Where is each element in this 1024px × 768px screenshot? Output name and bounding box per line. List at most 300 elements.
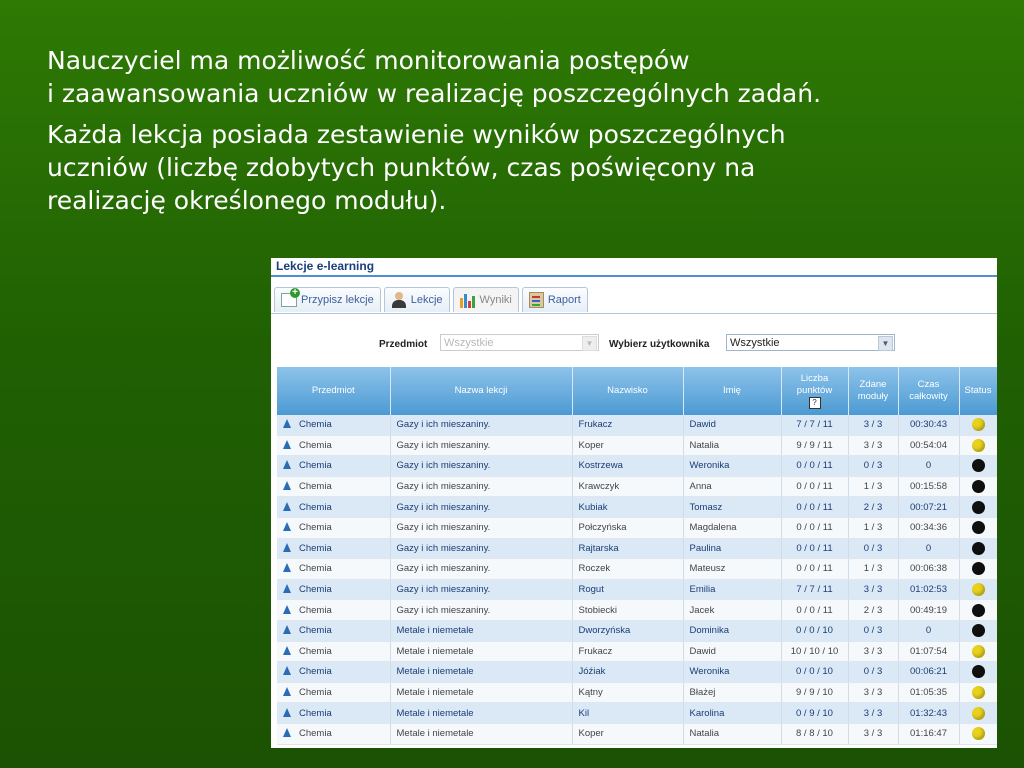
table-row[interactable]	[277, 497, 997, 518]
slide-text	[47, 44, 1007, 225]
chevron-down-icon: ▼	[582, 336, 597, 351]
flask-icon	[283, 646, 291, 655]
cell-surname-text: Połczyńska	[578, 522, 627, 534]
add-lesson-icon	[281, 293, 297, 307]
modules-header-label: Zdane moduły	[857, 379, 889, 402]
cell-lesson-text: Gazy i ich mieszaniny.	[396, 439, 491, 451]
cell-surname-text: Kil	[578, 707, 590, 719]
cell-time-text: 00:30:43	[910, 419, 947, 431]
cell-name	[683, 600, 781, 621]
cell-lesson	[390, 723, 572, 744]
cell-points	[781, 641, 848, 662]
cell-status	[959, 559, 997, 580]
cell-status	[959, 579, 997, 600]
cell-surname-text: Kostrzewa	[578, 460, 623, 472]
cell-status	[959, 538, 997, 559]
table-row[interactable]	[277, 415, 997, 435]
cell-modules	[848, 723, 898, 744]
cell-time-text: 00:06:38	[910, 563, 947, 575]
tab-results[interactable]	[453, 287, 519, 312]
table-row[interactable]	[277, 600, 997, 621]
cell-time	[898, 662, 959, 683]
cell-time	[898, 641, 959, 662]
cell-lesson-text: Metale i niemetale	[396, 687, 474, 699]
cell-lesson-text: Gazy i ich mieszaniny.	[396, 460, 491, 472]
cell-subject	[277, 723, 390, 744]
cell-surname-text: Kątny	[578, 687, 603, 699]
cell-surname	[572, 682, 683, 703]
cell-surname	[572, 579, 683, 600]
status-complete-icon	[972, 645, 985, 658]
column-header-status[interactable]: Status	[959, 367, 997, 415]
table-body	[277, 415, 997, 744]
cell-lesson	[390, 476, 572, 497]
table-row[interactable]	[277, 682, 997, 703]
cell-points	[781, 538, 848, 559]
flask-icon	[283, 419, 291, 428]
cell-modules	[848, 456, 898, 477]
cell-name-text: Emilia	[689, 584, 716, 596]
cell-status	[959, 600, 997, 621]
status-incomplete-icon	[972, 542, 985, 555]
cell-subject	[277, 620, 390, 641]
cell-subject	[277, 662, 390, 683]
cell-points-text: 8 / 8 / 10	[796, 728, 833, 740]
column-header-modules[interactable]	[848, 367, 898, 415]
tab-label: Przypisz lekcje	[301, 294, 374, 306]
cell-points-text: 0 / 0 / 11	[796, 604, 833, 616]
cell-lesson	[390, 703, 572, 724]
cell-subject	[277, 703, 390, 724]
table-row[interactable]	[277, 579, 997, 600]
cell-modules	[848, 620, 898, 641]
cell-points	[781, 579, 848, 600]
cell-subject	[277, 497, 390, 518]
cell-time-text: 0	[925, 542, 932, 554]
flask-icon	[283, 605, 291, 614]
cell-modules	[848, 435, 898, 456]
cell-lesson-text: Gazy i ich mieszaniny.	[396, 419, 491, 431]
cell-time	[898, 476, 959, 497]
cell-surname-text: Rogut	[578, 584, 604, 596]
cell-lesson-text: Metale i niemetale	[396, 666, 474, 678]
cell-subject-text: Chemia	[299, 625, 332, 637]
table-header	[277, 367, 997, 415]
cell-subject-text: Chemia	[299, 439, 332, 451]
cell-modules-text: 3 / 3	[863, 645, 883, 657]
cell-points-text: 0 / 0 / 10	[796, 666, 833, 678]
cell-modules	[848, 517, 898, 538]
table-row[interactable]	[277, 435, 997, 456]
subject-select-value: Wszystkie	[444, 337, 494, 349]
cell-surname-text: Frukacz	[578, 645, 613, 657]
cell-modules-text: 3 / 3	[863, 584, 883, 596]
cell-time	[898, 600, 959, 621]
cell-name-text: Błażej	[689, 687, 716, 699]
cell-lesson-text: Metale i niemetale	[396, 728, 474, 740]
cell-lesson	[390, 517, 572, 538]
cell-lesson	[390, 620, 572, 641]
status-complete-icon	[972, 439, 985, 452]
text-line: i zaawansowania uczniów w realizację poszczególnych zadań.	[47, 79, 822, 108]
cell-time	[898, 415, 959, 435]
status-complete-icon	[972, 727, 985, 740]
cell-surname-text: Dworzyńska	[578, 625, 631, 637]
column-header-time[interactable]	[898, 367, 959, 415]
cell-status	[959, 682, 997, 703]
cell-modules	[848, 579, 898, 600]
cell-points-text: 0 / 0 / 11	[796, 542, 833, 554]
cell-surname-text: Koper	[578, 439, 604, 451]
cell-name-text: Natalia	[689, 728, 720, 740]
flask-icon	[283, 563, 291, 572]
flask-icon	[283, 543, 291, 552]
cell-points-text: 9 / 9 / 11	[796, 439, 833, 451]
help-icon[interactable]: ?	[809, 397, 821, 409]
cell-status	[959, 703, 997, 724]
cell-name-text: Tomasz	[689, 501, 723, 513]
cell-lesson	[390, 435, 572, 456]
tab-lessons[interactable]	[384, 287, 450, 312]
table-row[interactable]	[277, 476, 997, 497]
text-line: uczniów (liczbę zdobytych punktów, czas poświęcony na	[47, 153, 756, 182]
status-incomplete-icon	[972, 521, 985, 534]
cell-modules	[848, 476, 898, 497]
table-row[interactable]	[277, 517, 997, 538]
cell-modules-text: 0 / 3	[863, 625, 883, 637]
cell-time	[898, 538, 959, 559]
cell-lesson	[390, 662, 572, 683]
cell-subject-text: Chemia	[299, 645, 332, 657]
cell-points-text: 7 / 7 / 11	[796, 584, 833, 596]
cell-name	[683, 662, 781, 683]
flask-icon	[283, 502, 291, 511]
cell-name	[683, 538, 781, 559]
status-incomplete-icon	[972, 480, 985, 493]
cell-name	[683, 559, 781, 580]
cell-subject	[277, 456, 390, 477]
flask-icon	[283, 584, 291, 593]
user-filter-label: Wybierz użytkownika	[609, 339, 710, 350]
cell-subject	[277, 559, 390, 580]
table-row[interactable]	[277, 703, 997, 724]
cell-points-text: 0 / 0 / 11	[796, 501, 833, 513]
cell-points	[781, 456, 848, 477]
cell-lesson-text: Gazy i ich mieszaniny.	[396, 542, 491, 554]
cell-lesson-text: Gazy i ich mieszaniny.	[396, 604, 491, 616]
cell-name-text: Karolina	[689, 707, 725, 719]
cell-time-text: 00:49:19	[910, 604, 947, 616]
cell-status	[959, 641, 997, 662]
cell-surname	[572, 620, 683, 641]
cell-surname	[572, 497, 683, 518]
cell-time	[898, 682, 959, 703]
cell-points	[781, 415, 848, 435]
cell-surname	[572, 538, 683, 559]
status-incomplete-icon	[972, 624, 985, 637]
cell-surname	[572, 476, 683, 497]
cell-name-text: Anna	[689, 481, 712, 493]
results-table	[277, 367, 997, 745]
cell-modules-text: 0 / 3	[863, 542, 883, 554]
cell-points-text: 0 / 0 / 11	[796, 481, 833, 493]
cell-modules	[848, 682, 898, 703]
flask-icon	[283, 522, 291, 531]
cell-modules-text: 0 / 3	[863, 460, 883, 472]
cell-modules-text: 1 / 3	[863, 522, 883, 534]
cell-points	[781, 662, 848, 683]
cell-points-text: 10 / 10 / 10	[790, 645, 839, 657]
cell-time-text: 00:34:36	[910, 522, 947, 534]
cell-surname	[572, 415, 683, 435]
user-select-value: Wszystkie	[730, 337, 780, 349]
cell-subject-text: Chemia	[299, 728, 332, 740]
table-row[interactable]	[277, 662, 997, 683]
cell-points	[781, 497, 848, 518]
cell-name-text: Weronika	[689, 460, 730, 472]
cell-modules-text: 3 / 3	[863, 707, 883, 719]
text-line: Nauczyciel ma możliwość monitorowania postępów	[47, 46, 690, 75]
flask-icon	[283, 708, 291, 717]
cell-lesson	[390, 538, 572, 559]
cell-name	[683, 476, 781, 497]
cell-lesson-text: Gazy i ich mieszaniny.	[396, 563, 491, 575]
cell-surname-text: Kubiak	[578, 501, 608, 513]
cell-points-text: 0 / 9 / 10	[796, 707, 833, 719]
cell-name	[683, 620, 781, 641]
cell-subject	[277, 435, 390, 456]
cell-lesson-text: Metale i niemetale	[396, 625, 474, 637]
cell-lesson-text: Gazy i ich mieszaniny.	[396, 501, 491, 513]
status-incomplete-icon	[972, 604, 985, 617]
column-header-name[interactable]: Imię	[683, 367, 781, 415]
cell-name-text: Natalia	[689, 439, 720, 451]
cell-points	[781, 703, 848, 724]
cell-subject	[277, 476, 390, 497]
cell-points-text: 0 / 0 / 11	[796, 522, 833, 534]
table-row[interactable]	[277, 723, 997, 744]
cell-points-text: 9 / 9 / 10	[796, 687, 833, 699]
flask-icon	[283, 440, 291, 449]
cell-subject-text: Chemia	[299, 501, 332, 513]
cell-time	[898, 620, 959, 641]
cell-lesson-text: Gazy i ich mieszaniny.	[396, 481, 491, 493]
cell-name-text: Mateusz	[689, 563, 726, 575]
column-header-lesson[interactable]: Nazwa lekcji	[390, 367, 572, 415]
status-complete-icon	[972, 707, 985, 720]
cell-status	[959, 476, 997, 497]
cell-time	[898, 517, 959, 538]
cell-surname	[572, 641, 683, 662]
bar-chart-icon	[460, 292, 476, 308]
cell-time-text: 01:05:35	[910, 687, 947, 699]
cell-modules	[848, 497, 898, 518]
cell-lesson	[390, 415, 572, 435]
column-header-surname[interactable]: Nazwisko	[572, 367, 683, 415]
cell-name-text: Jacek	[689, 604, 715, 616]
cell-name	[683, 682, 781, 703]
cell-modules	[848, 703, 898, 724]
cell-status	[959, 435, 997, 456]
status-incomplete-icon	[972, 562, 985, 575]
cell-points	[781, 600, 848, 621]
cell-name-text: Paulina	[689, 542, 722, 554]
cell-subject	[277, 538, 390, 559]
cell-subject	[277, 415, 390, 435]
cell-name	[683, 415, 781, 435]
table-row[interactable]	[277, 456, 997, 477]
cell-modules	[848, 641, 898, 662]
text-line: Każda lekcja posiada zestawienie wyników poszczególnych	[47, 120, 786, 149]
cell-time	[898, 703, 959, 724]
status-incomplete-icon	[972, 459, 985, 472]
cell-points-text: 0 / 0 / 11	[796, 460, 833, 472]
cell-modules	[848, 538, 898, 559]
window-title: Lekcje e-learning	[271, 258, 997, 277]
cell-time-text: 01:32:43	[910, 707, 947, 719]
tab-bar	[274, 287, 588, 312]
tab-report[interactable]	[522, 287, 588, 312]
cell-surname	[572, 517, 683, 538]
cell-time-text: 00:06:21	[910, 666, 947, 678]
cell-time-text: 0	[925, 460, 932, 472]
cell-surname	[572, 559, 683, 580]
cell-subject-text: Chemia	[299, 563, 332, 575]
detail-paragraph	[47, 118, 1007, 217]
cell-surname-text: Jóźiak	[578, 666, 606, 678]
chevron-down-icon: ▼	[878, 336, 893, 351]
cell-subject-text: Chemia	[299, 419, 332, 431]
intro-paragraph	[47, 44, 1007, 110]
cell-modules-text: 2 / 3	[863, 501, 883, 513]
cell-points-text: 0 / 0 / 11	[796, 563, 833, 575]
flask-icon	[283, 460, 291, 469]
cell-status	[959, 723, 997, 744]
cell-lesson-text: Gazy i ich mieszaniny.	[396, 522, 491, 534]
cell-modules-text: 3 / 3	[863, 687, 883, 699]
flask-icon	[283, 481, 291, 490]
cell-status	[959, 517, 997, 538]
tab-assign-lessons[interactable]	[274, 287, 381, 312]
cell-time-text: 0	[925, 625, 932, 637]
cell-surname	[572, 662, 683, 683]
table-row[interactable]	[277, 620, 997, 641]
time-header-label: Czas całkowity	[909, 379, 948, 402]
cell-time-text: 00:07:21	[910, 501, 947, 513]
cell-modules-text: 2 / 3	[863, 604, 883, 616]
cell-modules	[848, 559, 898, 580]
cell-lesson	[390, 600, 572, 621]
flask-icon	[283, 666, 291, 675]
cell-status	[959, 662, 997, 683]
cell-name-text: Dawid	[689, 645, 716, 657]
cell-status	[959, 497, 997, 518]
cell-name	[683, 517, 781, 538]
cell-surname-text: Krawczyk	[578, 481, 620, 493]
status-complete-icon	[972, 418, 985, 431]
cell-time	[898, 456, 959, 477]
cell-time	[898, 579, 959, 600]
cell-name	[683, 579, 781, 600]
elearning-window	[271, 258, 997, 748]
cell-name-text: Dawid	[689, 419, 716, 431]
subject-select[interactable]	[440, 334, 599, 351]
points-header-label: Liczba punktów	[796, 373, 833, 396]
cell-points	[781, 476, 848, 497]
cell-surname	[572, 723, 683, 744]
tab-label: Wyniki	[479, 294, 512, 306]
cell-subject-text: Chemia	[299, 666, 332, 678]
cell-lesson-text: Metale i niemetale	[396, 707, 474, 719]
cell-points	[781, 682, 848, 703]
cell-lesson-text: Gazy i ich mieszaniny.	[396, 584, 491, 596]
cell-time	[898, 497, 959, 518]
cell-surname-text: Rajtarska	[578, 542, 619, 554]
cell-lesson	[390, 641, 572, 662]
cell-time-text: 01:07:54	[910, 645, 947, 657]
cell-points	[781, 517, 848, 538]
flask-icon	[283, 728, 291, 737]
table-row[interactable]	[277, 559, 997, 580]
cell-points	[781, 559, 848, 580]
cell-status	[959, 415, 997, 435]
cell-modules-text: 1 / 3	[863, 563, 883, 575]
cell-time-text: 00:15:58	[910, 481, 947, 493]
cell-subject	[277, 579, 390, 600]
cell-status	[959, 620, 997, 641]
cell-time	[898, 723, 959, 744]
cell-modules-text: 3 / 3	[863, 728, 883, 740]
cell-points	[781, 435, 848, 456]
table-row[interactable]	[277, 538, 997, 559]
cell-name	[683, 723, 781, 744]
cell-subject-text: Chemia	[299, 584, 332, 596]
cell-points	[781, 620, 848, 641]
status-incomplete-icon	[972, 501, 985, 514]
teacher-icon	[391, 292, 407, 308]
cell-subject-text: Chemia	[299, 687, 332, 699]
column-header-subject[interactable]: Przedmiot	[277, 367, 390, 415]
status-incomplete-icon	[972, 665, 985, 678]
text-line: realizację określonego modułu).	[47, 186, 447, 215]
cell-surname-text: Koper	[578, 728, 604, 740]
user-select[interactable]	[726, 334, 895, 351]
cell-subject	[277, 600, 390, 621]
cell-points	[781, 723, 848, 744]
subject-filter-label: Przedmiot	[379, 339, 428, 350]
cell-time-text: 01:02:53	[910, 584, 947, 596]
cell-name	[683, 497, 781, 518]
flask-icon	[283, 687, 291, 696]
cell-lesson	[390, 559, 572, 580]
table-row[interactable]	[277, 641, 997, 662]
cell-points-text: 7 / 7 / 11	[796, 419, 833, 431]
cell-modules	[848, 662, 898, 683]
cell-subject	[277, 682, 390, 703]
cell-modules-text: 3 / 3	[863, 419, 883, 431]
cell-status	[959, 456, 997, 477]
column-header-points[interactable]	[781, 367, 848, 415]
cell-lesson	[390, 497, 572, 518]
cell-subject-text: Chemia	[299, 542, 332, 554]
cell-name-text: Dominika	[689, 625, 730, 637]
cell-surname-text: Roczek	[578, 563, 611, 575]
cell-subject-text: Chemia	[299, 481, 332, 493]
flask-icon	[283, 625, 291, 634]
cell-lesson-text: Metale i niemetale	[396, 645, 474, 657]
tab-label: Raport	[547, 294, 581, 306]
cell-time-text: 00:54:04	[910, 439, 947, 451]
